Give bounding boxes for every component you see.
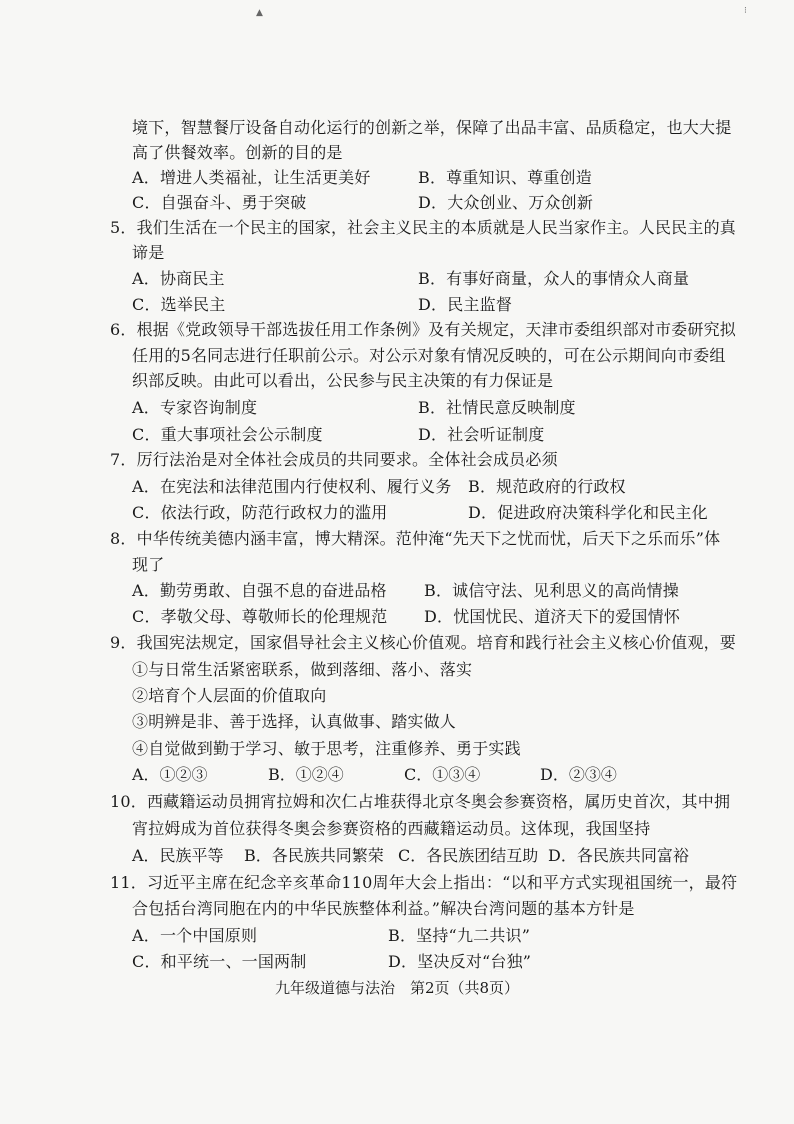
q7-stem-line1: 7．厉行法治是对全体社会成员的共同要求。全体社会成员必须 [110, 450, 558, 469]
q4-option-a: A．增进人类福祉，让生活更美好 [132, 168, 371, 187]
q10-option-b: B．各民族共同繁荣 [244, 846, 384, 865]
q6-stem-line1: 6．根据《党政领导干部选拔任用工作条例》及有关规定，天津市委组织部对市委研究拟 [110, 320, 736, 339]
q6-option-a: A．专家咨询制度 [132, 398, 258, 417]
q11-option-a: A．一个中国原则 [132, 926, 258, 945]
q10-stem-line1: 10．西藏籍运动员拥宵拉姆和次仁占堆获得北京冬奥会参赛资格，属历史首次，其中拥 [110, 792, 731, 811]
q4-stem-line1: 境下，智慧餐厅设备自动化运行的创新之举，保障了出品丰富、品质稳定，也大大提 [132, 118, 732, 137]
q4-option-b: B．尊重知识、尊重创造 [418, 168, 592, 187]
q8-option-a: A．勤劳勇敢、自强不息的奋进品格 [132, 581, 387, 600]
q8-option-d: D．忧国忧民、道济天下的爱国情怀 [424, 607, 681, 626]
q10-option-d: D．各民族共同富裕 [548, 846, 689, 865]
q5-option-c: C．选举民主 [132, 295, 226, 314]
q5-stem-line1: 5．我们生活在一个民主的国家，社会主义民主的本质就是人民当家作主。人民民主的真 [110, 218, 736, 237]
q11-option-d: D．坚决反对“台独” [388, 952, 532, 971]
q9-statement-3: ③明辨是非、善于选择，认真做事、踏实做人 [132, 712, 457, 731]
q4-option-d: D．大众创业、万众创新 [418, 193, 594, 212]
q10-option-c: C．各民族团结互助 [398, 846, 539, 865]
q9-statement-2: ②培育个人层面的价值取向 [132, 686, 327, 705]
q8-stem-line2: 现了 [132, 555, 165, 574]
q11-stem-line2: 合包括台湾同胞在内的中华民族整体利益。”解决台湾问题的基本方针是 [132, 899, 635, 918]
q6-option-c: C．重大事项社会公示制度 [132, 425, 323, 444]
q6-option-d: D．社会听证制度 [418, 425, 545, 444]
q9-option-a: A．①②③ [132, 765, 208, 784]
q10-option-a: A．民族平等 [132, 846, 224, 865]
q9-option-b: B．①②④ [268, 765, 344, 784]
q7-option-d: D．促进政府决策科学化和民主化 [468, 503, 708, 522]
q7-option-a: A．在宪法和法律范围内行使权利、履行义务 [132, 477, 452, 496]
q8-option-c: C．孝敬父母、尊敬师长的伦理规范 [132, 607, 388, 626]
q7-option-c: C．依法行政，防范行政权力的滥用 [132, 503, 388, 522]
q9-statement-4: ④自觉做到勤于学习、敏于思考，注重修养、勇于实践 [132, 739, 521, 758]
q9-option-d: D．②③④ [540, 765, 617, 784]
q7-option-b: B．规范政府的行政权 [468, 477, 626, 496]
q8-option-b: B．诚信守法、见利思义的高尚情操 [424, 581, 679, 600]
q5-option-d: D．民主监督 [418, 295, 513, 314]
scan-mark: ⁝ [744, 6, 747, 16]
q5-option-b: B．有事好商量，众人的事情众人商量 [418, 269, 690, 288]
q11-stem-line1: 11．习近平主席在纪念辛亥革命110周年大会上指出：“以和平方式实现祖国统一，最符 [110, 873, 738, 892]
q6-stem-line3: 织部反映。由此可以看出，公民参与民主决策的有力保证是 [132, 371, 554, 390]
q6-stem-line2: 任用的5名同志进行任职前公示。对公示对象有情况反映的，可在公示期间向市委组 [132, 346, 726, 365]
q9-option-c: C．①③④ [404, 765, 481, 784]
q5-stem-line2: 谛是 [132, 243, 165, 262]
q8-stem-line1: 8．中华传统美德内涵丰富，博大精深。范仲淹“先天下之忧而忧，后天下之乐而乐”体 [110, 529, 721, 548]
q9-statement-1: ①与日常生活紧密联系，做到落细、落小、落实 [132, 660, 473, 679]
q6-option-b: B．社情民意反映制度 [418, 398, 576, 417]
q11-option-b: B．坚持“九二共识” [388, 926, 531, 945]
q5-option-a: A．协商民主 [132, 269, 225, 288]
q11-option-c: C．和平统一、一国两制 [132, 952, 307, 971]
q4-stem-line2: 高了供餐效率。创新的目的是 [132, 143, 343, 162]
q10-stem-line2: 宵拉姆成为首位获得冬奥会参赛资格的西藏籍运动员。这体现，我国坚持 [132, 819, 651, 838]
page-footer: 九年级道德与法治 第2页（共8页） [274, 979, 520, 997]
scan-mark: ▲ [256, 8, 263, 18]
q9-stem-line1: 9．我国宪法规定，国家倡导社会主义核心价值观。培育和践行社会主义核心价值观，要 [110, 633, 736, 652]
q4-option-c: C．自强奋斗、勇于突破 [132, 193, 307, 212]
